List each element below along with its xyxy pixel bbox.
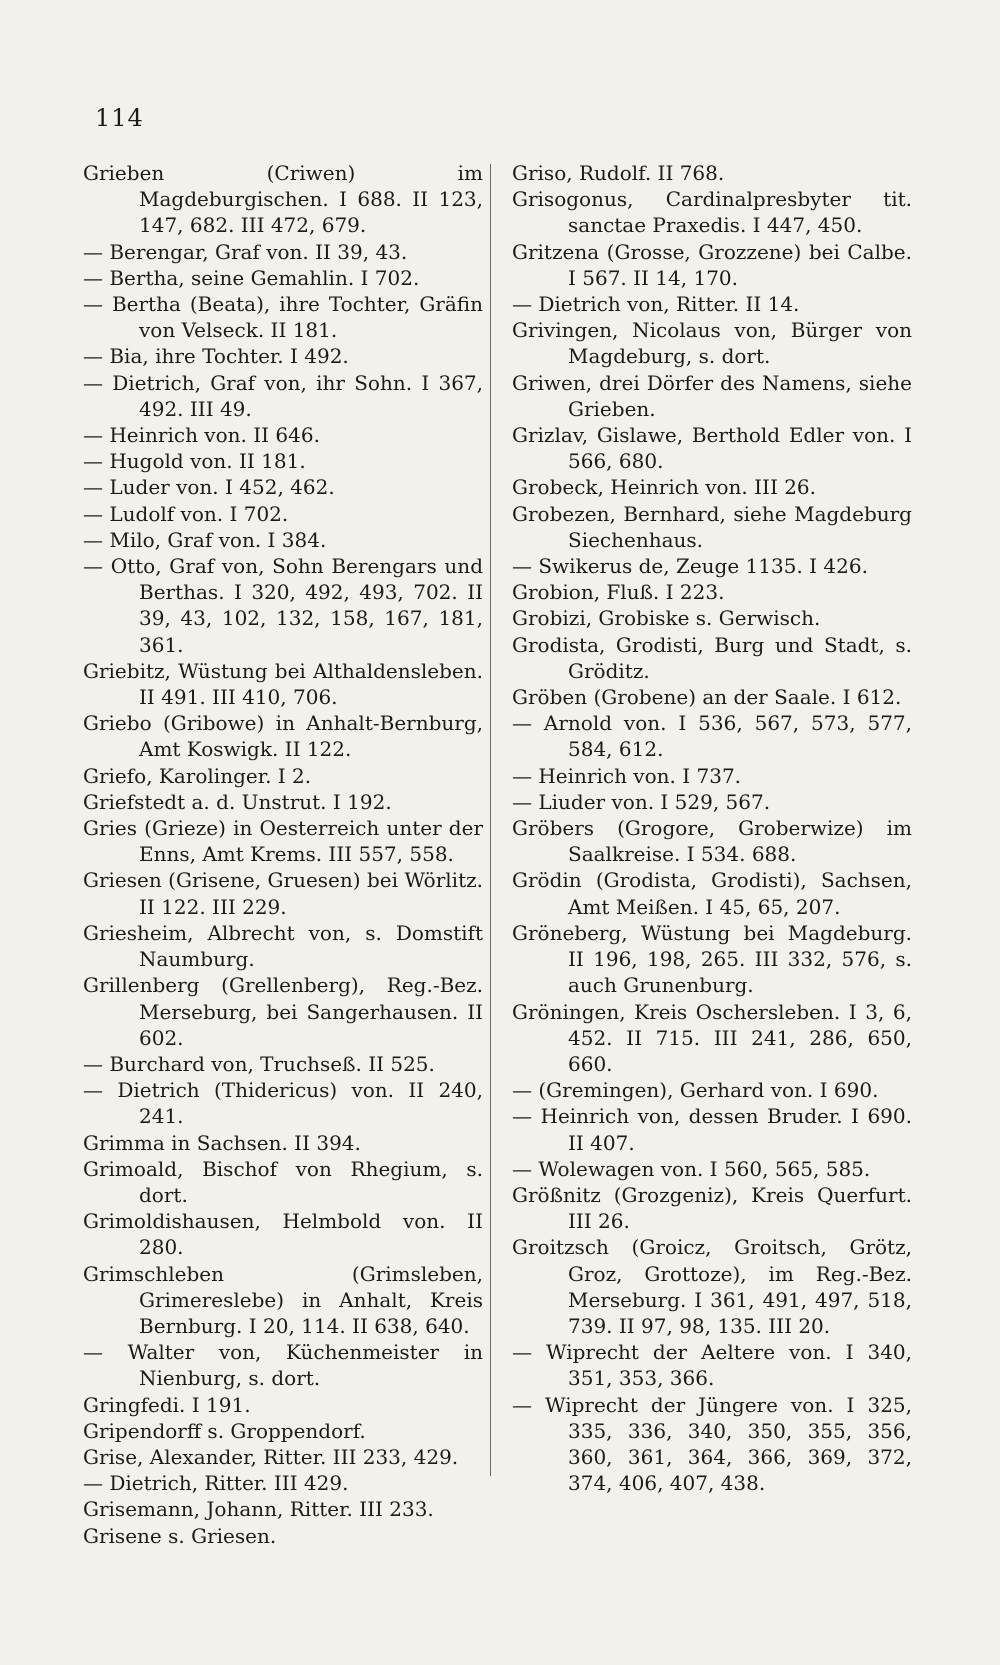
index-entry: Griesen (Grisene, Gruesen) bei Wörlitz. II 122. III 229. [83, 868, 483, 919]
index-entry: — Wiprecht der Aeltere von. I 340, 351, 353, 366. [512, 1340, 912, 1391]
index-entry: Gröneberg, Wüstung bei Magdeburg. II 196, 198, 265. III 332, 576, s. auch Grunenburg. [512, 920, 912, 998]
index-entry: Gringfedi. I 191. [83, 1392, 251, 1417]
index-entry: — Wolewagen von. I 560, 565, 585. [512, 1156, 871, 1181]
index-entry: Griefstedt a. d. Unstrut. I 192. [83, 789, 392, 814]
index-entry: Griso, Rudolf. II 768. [512, 161, 725, 185]
column-divider [490, 164, 491, 1476]
index-entry: — Bertha, seine Gemahlin. I 702. [83, 265, 420, 290]
index-entry: — Dietrich, Graf von, ihr Sohn. I 367, 492. III 49. [83, 370, 483, 421]
index-entry: Gröbers (Grogore, Groberwize) im Saalkreise. I 534. 688. [512, 816, 912, 867]
index-entry: Grizlav, Gislawe, Berthold Edler von. I 566, 680. [512, 423, 912, 474]
index-entry: Grimoald, Bischof von Rhegium, s. dort. [83, 1156, 483, 1207]
index-entry: — Burchard von, Truchseß. II 525. [83, 1051, 435, 1076]
index-entry: — Walter von, Küchenmeister in Nienburg, s. dort. [83, 1340, 483, 1391]
index-entry: Grisemann, Johann, Ritter. III 233. [83, 1497, 434, 1522]
index-entry: — Otto, Graf von, Sohn Berengars und Berthas. I 320, 492, 493, 702. II 39, 43, 102, 132, 158, 167, 181, 361. [83, 554, 483, 657]
index-entry: — Bia, ihre Tochter. I 492. [83, 344, 349, 369]
index-entry: — Liuder von. I 529, 567. [512, 789, 771, 814]
index-entry: — Heinrich von. I 737. [512, 763, 742, 788]
index-entry: Gries (Grieze) in Oesterreich unter der Enns, Amt Krems. III 557, 558. [83, 816, 483, 867]
index-entry: Grisogonus, Cardinalpresbyter tit. sanctae Praxedis. I 447, 450. [512, 187, 912, 238]
index-entry: Grimoldishausen, Helmbold von. II 280. [83, 1209, 483, 1260]
index-entry: Grisene s. Griesen. [83, 1523, 277, 1548]
left-column [83, 160, 483, 1549]
index-entry: — Heinrich von. II 646. [83, 423, 320, 448]
index-entry: Grobeck, Heinrich von. III 26. [512, 475, 817, 500]
index-entry: — Dietrich von, Ritter. II 14. [512, 292, 800, 317]
index-entry: Größnitz (Grozgeniz), Kreis Querfurt. III 26. [512, 1182, 912, 1234]
index-entry: — Luder von. I 452, 462. [83, 475, 335, 500]
index-entry: Griwen, drei Dörfer des Namens, siehe Grieben. [512, 370, 912, 421]
index-entry: Gröben (Grobene) an der Saale. I 612. [512, 685, 902, 710]
index-entry: — Bertha (Beata), ihre Tochter, Gräfin von Velseck. II 181. [83, 292, 483, 343]
index-entry: Grodista, Grodisti, Burg und Stadt, s. Gröditz. [512, 632, 912, 683]
index-entry: Griebo (Gribowe) in Anhalt-Bernburg, Amt Koswigk. II 122. [83, 711, 483, 762]
index-entry: Grimschleben (Grimsleben, Grimereslebe) in Anhalt, Kreis Bernburg. I 20, 114. II 638, 640. [83, 1261, 483, 1338]
index-entry: — (Gremingen), Gerhard von. I 690. [512, 1078, 879, 1103]
index-entry: Gritzena (Grosse, Grozzene) bei Calbe. I 567. II 14, 170. [512, 239, 912, 290]
index-entry: Gröningen, Kreis Oschersleben. I 3, 6, 452. II 715. III 241, 286, 650, 660. [512, 999, 912, 1076]
index-entry: — Milo, Graf von. I 384. [83, 527, 327, 552]
index-entry: Grise, Alexander, Ritter. III 233, 429. [83, 1444, 459, 1469]
index-entry: — Swikerus de, Zeuge 1135. I 426. [512, 554, 868, 579]
index-entry: Grobezen, Bernhard, siehe Magdeburg Siechenhaus. [512, 501, 912, 552]
page-number: 114 [95, 104, 144, 132]
index-entry: — Wiprecht der Jüngere von. I 325, 335, 336, 340, 350, 355, 356, 360, 361, 364, 366, 369, 372, 374, 406, 407, 438. [512, 1392, 912, 1496]
index-entry: — Ludolf von. I 702. [83, 501, 289, 526]
index-entry: Grödin (Grodista, Grodisti), Sachsen, Amt Meißen. I 45, 65, 207. [512, 868, 912, 919]
index-entry: — Heinrich von, dessen Bruder. I 690. II 407. [512, 1104, 912, 1155]
index-entry: — Arnold von. I 536, 567, 573, 577, 584, 612. [512, 711, 912, 762]
index-entry: Grobion, Fluß. I 223. [512, 580, 725, 605]
index-entry: Groitzsch (Groicz, Groitsch, Grötz, Groz, Grottoze), im Reg.-Bez. Merseburg. I 361, 491, 497, 518, 739. II 97, 98, 135. III 20. [512, 1235, 912, 1338]
index-entry: Grobizi, Grobiske s. Gerwisch. [512, 606, 821, 631]
index-entry: Griebitz, Wüstung bei Althaldensleben. II 491. III 410, 706. [83, 658, 483, 710]
index-entry: Grimma in Sachsen. II 394. [83, 1130, 361, 1155]
index-entry: Grillenberg (Grellenberg), Reg.-Bez. Merseburg, bei Sangerhausen. II 602. [83, 973, 483, 1050]
index-entry: — Hugold von. II 181. [83, 449, 306, 474]
index-entry: Grivingen, Nicolaus von, Bürger von Magdeburg, s. dort. [512, 318, 912, 369]
index-entry: — Berengar, Graf von. II 39, 43. [83, 239, 408, 264]
right-column [512, 160, 912, 1496]
index-entry: Gripendorff s. Groppendorf. [83, 1418, 366, 1443]
index-entry: — Dietrich, Ritter. III 429. [83, 1471, 349, 1496]
index-entry: — Dietrich (Thidericus) von. II 240, 241. [83, 1078, 483, 1129]
index-entry: Grieben (Criwen) im Magdeburgischen. I 688. II 123, 147, 682. III 472, 679. [83, 161, 483, 238]
index-entry: Griefo, Karolinger. I 2. [83, 763, 312, 788]
index-entry: Griesheim, Albrecht von, s. Domstift Naumburg. [83, 920, 483, 972]
